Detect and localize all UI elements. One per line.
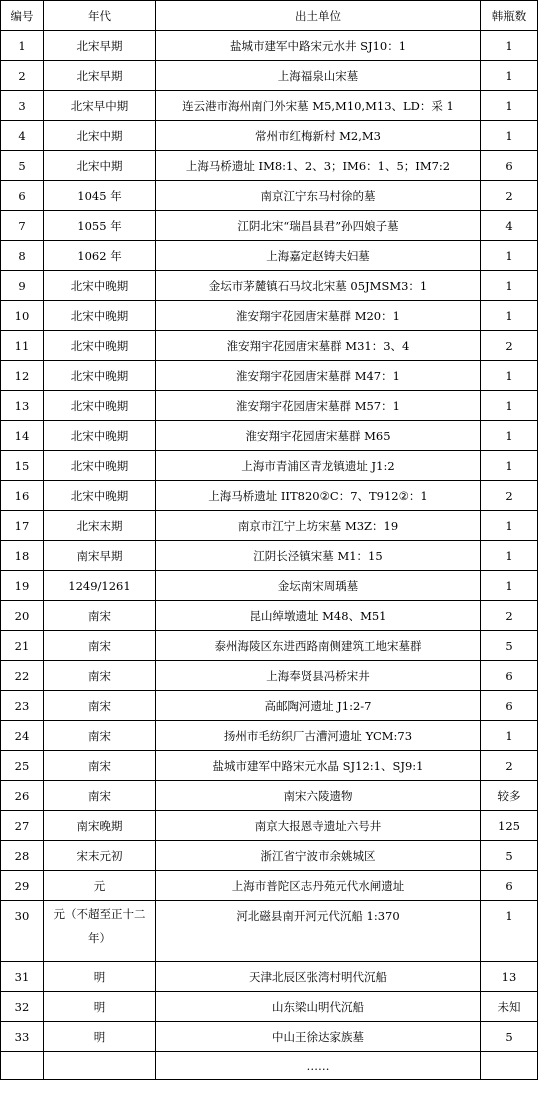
cell-number: 17 <box>1 511 44 541</box>
cell-era: 北宋中晚期 <box>44 421 156 451</box>
cell-count: 1 <box>481 301 538 331</box>
cell-count: 2 <box>481 181 538 211</box>
cell-number: 9 <box>1 271 44 301</box>
table-row <box>1 1022 538 1052</box>
cell-unit: 淮安翔宇花园唐宋墓群 M31：3、4 <box>156 331 481 361</box>
cell-era: 北宋末期 <box>44 511 156 541</box>
cell-number: 27 <box>1 811 44 841</box>
table-row <box>1 211 538 241</box>
cell-number: 33 <box>1 1022 44 1052</box>
cell-number: 1 <box>1 31 44 61</box>
cell-era: 北宋中晚期 <box>44 451 156 481</box>
cell-number: 21 <box>1 631 44 661</box>
cell-unit: 上海马桥遗址 IIT820②C：7、T912②：1 <box>156 481 481 511</box>
cell-era: 1249/1261 <box>44 571 156 601</box>
cell-unit: 淮安翔宇花园唐宋墓群 M65 <box>156 421 481 451</box>
cell-era: 北宋中晚期 <box>44 481 156 511</box>
cell-era: 北宋中晚期 <box>44 301 156 331</box>
cell-unit: 浙江省宁波市余姚城区 <box>156 841 481 871</box>
cell-count: 1 <box>481 61 538 91</box>
cell-number: 11 <box>1 331 44 361</box>
cell-number: 5 <box>1 151 44 181</box>
cell-era <box>44 1052 156 1080</box>
cell-count: 6 <box>481 661 538 691</box>
cell-number: 13 <box>1 391 44 421</box>
table-row <box>1 781 538 811</box>
table-row <box>1 541 538 571</box>
table-row <box>1 751 538 781</box>
cell-number: 12 <box>1 361 44 391</box>
cell-unit: 淮安翔宇花园唐宋墓群 M57：1 <box>156 391 481 421</box>
cell-number: 29 <box>1 871 44 901</box>
table-row <box>1 61 538 91</box>
cell-count: 4 <box>481 211 538 241</box>
cell-unit: 南京江宁东马村徐的墓 <box>156 181 481 211</box>
cell-number: 3 <box>1 91 44 121</box>
cell-number: 4 <box>1 121 44 151</box>
cell-unit: 扬州市毛纺织厂古漕河遗址 YCM:73 <box>156 721 481 751</box>
cell-unit: 南京市江宁上坊宋墓 M3Z：19 <box>156 511 481 541</box>
cell-unit: 南京大报恩寺遗址六号井 <box>156 811 481 841</box>
cell-number: 20 <box>1 601 44 631</box>
cell-era: 1062 年 <box>44 241 156 271</box>
cell-count: 2 <box>481 481 538 511</box>
cell-unit: 金坛南宋周瑀墓 <box>156 571 481 601</box>
cell-unit: 上海市青浦区青龙镇遗址 J1:2 <box>156 451 481 481</box>
cell-number: 15 <box>1 451 44 481</box>
table-row <box>1 421 538 451</box>
cell-count: 1 <box>481 571 538 601</box>
table-row <box>1 241 538 271</box>
cell-unit: 江阴长泾镇宋墓 M1：15 <box>156 541 481 571</box>
cell-number: 16 <box>1 481 44 511</box>
cell-count: 较多 <box>481 781 538 811</box>
cell-number: 25 <box>1 751 44 781</box>
table-row <box>1 811 538 841</box>
table-header-row <box>1 1 538 31</box>
cell-era: 元（不超至正十二年） <box>44 901 156 962</box>
cell-number: 30 <box>1 901 44 962</box>
cell-count: 5 <box>481 1022 538 1052</box>
cell-era: 南宋晚期 <box>44 811 156 841</box>
cell-era: 北宋中晚期 <box>44 331 156 361</box>
cell-era: 北宋中晚期 <box>44 271 156 301</box>
cell-number: 10 <box>1 301 44 331</box>
cell-unit: 金坛市茅麓镇石马坟北宋墓 05JMSM3：1 <box>156 271 481 301</box>
cell-count: 13 <box>481 962 538 992</box>
cell-number: 31 <box>1 962 44 992</box>
cell-era: 南宋 <box>44 721 156 751</box>
table-row <box>1 601 538 631</box>
cell-unit: 连云港市海州南门外宋墓 M5,M10,M13、LD：采 1 <box>156 91 481 121</box>
cell-unit: 江阴北宋“瑞昌县君”孙四娘子墓 <box>156 211 481 241</box>
cell-era: 南宋早期 <box>44 541 156 571</box>
table-row <box>1 841 538 871</box>
cell-unit: …… <box>156 1052 481 1080</box>
table-row <box>1 31 538 61</box>
cell-era: 南宋 <box>44 601 156 631</box>
cell-count: 1 <box>481 31 538 61</box>
cell-count: 1 <box>481 421 538 451</box>
table-row <box>1 151 538 181</box>
cell-count: 未知 <box>481 992 538 1022</box>
cell-number: 22 <box>1 661 44 691</box>
cell-era: 明 <box>44 1022 156 1052</box>
cell-number: 8 <box>1 241 44 271</box>
cell-count: 1 <box>481 901 538 962</box>
cell-count: 1 <box>481 391 538 421</box>
cell-era: 南宋 <box>44 751 156 781</box>
table-row <box>1 962 538 992</box>
cell-unit: 山东梁山明代沉船 <box>156 992 481 1022</box>
cell-unit: 上海福泉山宋墓 <box>156 61 481 91</box>
cell-count: 6 <box>481 871 538 901</box>
header-number: 编号 <box>1 1 44 31</box>
cell-count: 1 <box>481 121 538 151</box>
cell-unit: 昆山绰墩遗址 M48、M51 <box>156 601 481 631</box>
cell-unit: 泰州海陵区东进西路南侧建筑工地宋墓群 <box>156 631 481 661</box>
header-count: 韩瓶数 <box>481 1 538 31</box>
cell-count: 1 <box>481 271 538 301</box>
table-body <box>1 31 538 1080</box>
table-row <box>1 631 538 661</box>
cell-era: 北宋中期 <box>44 121 156 151</box>
cell-era: 北宋中晚期 <box>44 391 156 421</box>
table-row <box>1 301 538 331</box>
cell-number: 23 <box>1 691 44 721</box>
cell-count: 1 <box>481 541 538 571</box>
table-row <box>1 91 538 121</box>
cell-count: 2 <box>481 751 538 781</box>
cell-era: 南宋 <box>44 661 156 691</box>
cell-era: 1045 年 <box>44 181 156 211</box>
cell-number: 6 <box>1 181 44 211</box>
cell-era: 宋末元初 <box>44 841 156 871</box>
cell-unit: 上海奉贤县冯桥宋井 <box>156 661 481 691</box>
cell-unit: 高邮陶河遗址 J1:2-7 <box>156 691 481 721</box>
cell-count: 2 <box>481 331 538 361</box>
cell-count: 1 <box>481 361 538 391</box>
cell-count: 6 <box>481 151 538 181</box>
cell-count: 1 <box>481 241 538 271</box>
cell-number: 26 <box>1 781 44 811</box>
cell-number: 24 <box>1 721 44 751</box>
header-unit: 出土单位 <box>156 1 481 31</box>
cell-count: 1 <box>481 511 538 541</box>
cell-number: 18 <box>1 541 44 571</box>
cell-unit: 盐城市建军中路宋元水晶 SJ12:1、SJ9:1 <box>156 751 481 781</box>
table-row <box>1 271 538 301</box>
cell-number: 14 <box>1 421 44 451</box>
cell-number: 28 <box>1 841 44 871</box>
table-row <box>1 121 538 151</box>
table-row <box>1 331 538 361</box>
table-row <box>1 481 538 511</box>
table-row <box>1 1052 538 1080</box>
cell-era: 北宋中期 <box>44 151 156 181</box>
table-row <box>1 511 538 541</box>
cell-unit: 常州市红梅新村 M2,M3 <box>156 121 481 151</box>
table-row <box>1 901 538 962</box>
cell-unit: 上海马桥遗址 IM8:1、2、3；IM6：1、5；IM7:2 <box>156 151 481 181</box>
table-row <box>1 391 538 421</box>
cell-unit: 盐城市建军中路宋元水井 SJ10：1 <box>156 31 481 61</box>
cell-number: 19 <box>1 571 44 601</box>
cell-era: 明 <box>44 992 156 1022</box>
cell-count: 1 <box>481 91 538 121</box>
cell-count: 1 <box>481 721 538 751</box>
cell-era: 南宋 <box>44 781 156 811</box>
cell-unit: 上海市普陀区志丹苑元代水闸遗址 <box>156 871 481 901</box>
cell-count: 6 <box>481 691 538 721</box>
table-row <box>1 451 538 481</box>
cell-era: 北宋中晚期 <box>44 361 156 391</box>
cell-unit: 天津北辰区张湾村明代沉船 <box>156 962 481 992</box>
header-era: 年代 <box>44 1 156 31</box>
cell-count: 5 <box>481 631 538 661</box>
table-row <box>1 871 538 901</box>
table-row <box>1 571 538 601</box>
table-row <box>1 691 538 721</box>
cell-count: 5 <box>481 841 538 871</box>
cell-unit: 上海嘉定赵铸夫妇墓 <box>156 241 481 271</box>
table-row <box>1 181 538 211</box>
cell-unit: 淮安翔宇花园唐宋墓群 M20：1 <box>156 301 481 331</box>
cell-number: 2 <box>1 61 44 91</box>
cell-era: 南宋 <box>44 691 156 721</box>
cell-number: 7 <box>1 211 44 241</box>
cell-count: 125 <box>481 811 538 841</box>
cell-number: 32 <box>1 992 44 1022</box>
cell-count <box>481 1052 538 1080</box>
cell-era: 明 <box>44 962 156 992</box>
table-row <box>1 661 538 691</box>
table-row <box>1 721 538 751</box>
table-row <box>1 361 538 391</box>
cell-unit: 河北磁县南开河元代沉船 1:370 <box>156 901 481 962</box>
table-row <box>1 992 538 1022</box>
cell-unit: 淮安翔宇花园唐宋墓群 M47：1 <box>156 361 481 391</box>
cell-unit: 南宋六陵遗物 <box>156 781 481 811</box>
cell-era: 元 <box>44 871 156 901</box>
cell-era: 北宋早期 <box>44 31 156 61</box>
cell-count: 2 <box>481 601 538 631</box>
cell-number <box>1 1052 44 1080</box>
cell-era: 北宋早中期 <box>44 91 156 121</box>
cell-unit: 中山王徐达家族墓 <box>156 1022 481 1052</box>
cell-era: 1055 年 <box>44 211 156 241</box>
cell-era: 南宋 <box>44 631 156 661</box>
cell-count: 1 <box>481 451 538 481</box>
cell-era: 北宋早期 <box>44 61 156 91</box>
